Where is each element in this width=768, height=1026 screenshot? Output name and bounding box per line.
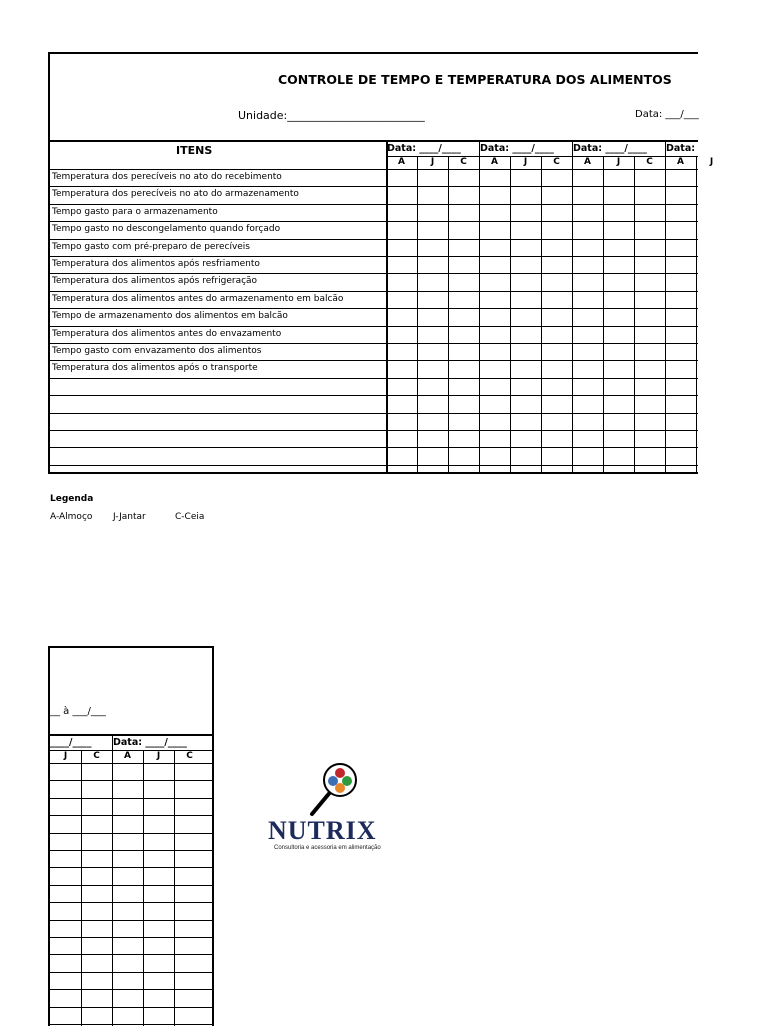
table-row [50, 920, 212, 921]
table-row [50, 308, 698, 309]
legend-jantar: J-Jantar [113, 512, 146, 522]
brand-text: NUTRIX [268, 816, 377, 845]
table-row [50, 204, 698, 205]
nutrix-logo [262, 762, 412, 854]
legend-ceia: C-Ceia [175, 512, 205, 522]
meal-header: J [616, 157, 621, 167]
date-column-label[interactable]: ____/____ [50, 737, 92, 748]
table-row [50, 833, 212, 834]
item-label: Temperatura dos perecíveis no ato do armazenamento [52, 189, 299, 200]
item-label: Temperatura dos alimentos antes do armazenamento em balcão [52, 293, 344, 304]
date-range-continuation[interactable]: __ à ___/___ [50, 706, 106, 717]
meal-header: J [156, 751, 161, 761]
table-row [50, 378, 698, 379]
table-row [50, 291, 698, 292]
table-row [50, 989, 212, 990]
table-row [50, 430, 698, 431]
table-row [50, 780, 212, 781]
header-divider [50, 734, 212, 736]
table-row [50, 273, 698, 274]
meal-header: C [186, 751, 193, 761]
meal-column-divider [174, 750, 175, 1026]
meal-header: A [124, 751, 131, 761]
table-row [50, 867, 212, 868]
date-column-label[interactable]: Data: ____/____ [480, 143, 554, 154]
date-range-field[interactable]: Data: ___/___ [635, 109, 699, 120]
meal-header: J [709, 157, 714, 167]
date-group-divider [479, 140, 480, 472]
unit-field[interactable]: Unidade:_________________________ [238, 109, 425, 122]
meal-header: C [553, 157, 560, 167]
table-row [50, 1024, 212, 1025]
table-row [50, 326, 698, 327]
item-label: Temperatura dos alimentos após refrigeração [52, 276, 258, 287]
brand-tagline: Consultoria e acessoria em alimentação [274, 845, 381, 851]
rows-top-divider [50, 169, 698, 170]
form-title: CONTROLE DE TEMPO E TEMPERATURA DOS ALIMENTOS [278, 72, 672, 87]
meal-header: J [523, 157, 528, 167]
items-column-divider [386, 140, 388, 472]
form-sheet-continuation [48, 646, 214, 1026]
brand-name [268, 816, 377, 846]
table-row [50, 815, 212, 816]
meal-header: A [677, 157, 684, 167]
date-group-divider [665, 140, 666, 472]
table-row [50, 972, 212, 973]
item-label: Tempo gasto no descongelamento quando forçado [52, 224, 281, 235]
table-row [50, 395, 698, 396]
meal-header: A [584, 157, 591, 167]
item-label: Tempo gasto com pré-preparo de perecíveis [52, 241, 250, 252]
table-row [50, 850, 212, 851]
table-row [50, 447, 698, 448]
table-row [50, 902, 212, 903]
table-row [50, 256, 698, 257]
table-row [50, 954, 212, 955]
item-label: Temperatura dos alimentos após resfriamento [52, 259, 260, 269]
meal-header: C [460, 157, 467, 167]
table-row [50, 239, 698, 240]
date-group-divider [572, 140, 573, 472]
item-label: Temperatura dos alimentos após o transporte [52, 363, 258, 374]
meal-header: C [646, 157, 653, 167]
date-column-label[interactable]: Data: [666, 143, 696, 154]
meal-column-divider [81, 750, 82, 1026]
table-row [50, 798, 212, 799]
table-row [50, 413, 698, 414]
table-row [50, 343, 698, 344]
item-label: Tempo de armazenamento dos alimentos em balcão [52, 311, 288, 322]
items-header: ITENS [176, 144, 213, 157]
meal-header: C [93, 751, 100, 761]
legend-title: Legenda [50, 494, 94, 504]
table-row [50, 937, 212, 938]
item-label: Tempo gasto com envazamento dos alimentos [52, 346, 262, 356]
meal-column-divider [112, 750, 113, 1026]
table-row [50, 1007, 212, 1008]
table-row [50, 186, 698, 187]
table-row [50, 360, 698, 361]
table-row [50, 885, 212, 886]
meal-header: A [491, 157, 498, 167]
item-label: Temperatura dos alimentos antes do envazamento [52, 328, 282, 339]
table-row [50, 221, 698, 222]
legend-almoco: A-Almoço [50, 512, 93, 522]
form-sheet [48, 52, 714, 474]
item-label: Tempo gasto para o armazenamento [52, 206, 218, 217]
table-row [50, 465, 698, 466]
meal-header: J [430, 157, 435, 167]
meal-column-divider [143, 750, 144, 1026]
meal-header: J [63, 751, 68, 761]
item-label: Temperatura dos perecíveis no ato do recebimento [52, 172, 282, 182]
date-column-label[interactable]: Data: ____/____ [573, 143, 647, 154]
rows-top-divider [50, 763, 212, 764]
meal-header: A [398, 157, 405, 167]
date-column-label[interactable]: Data: ____/____ [387, 143, 461, 154]
date-column-label[interactable]: Data: ____/____ [113, 737, 187, 748]
header-divider [50, 140, 698, 142]
